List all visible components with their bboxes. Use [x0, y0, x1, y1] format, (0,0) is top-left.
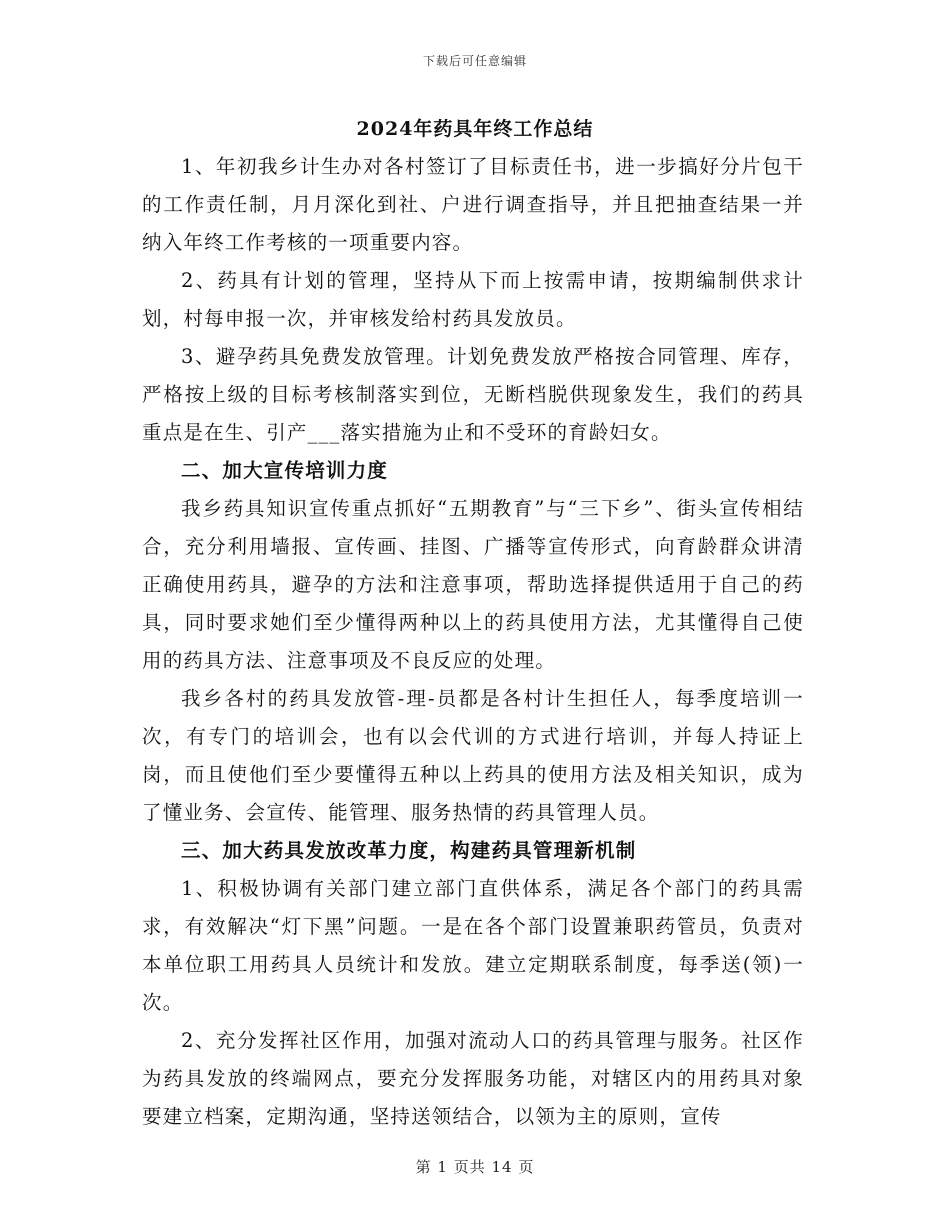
page-number: 第 1 页共 14 页	[415, 1158, 535, 1176]
paragraph-4: 我乡药具知识宣传重点抓好“五期教育”与“三下乡”、街头宣传相结合，充分利用墙报、宣传画、挂图、广播等宣传形式，向育龄群众讲清正确使用药具，避孕的方法和注意事项，帮助选择提供适用于自己的药具，同时要求她们至少懂得两种以上的药具使用方法，尤其懂得自己使用的药具方法、注意事项及不良反应的处理。	[142, 497, 804, 672]
paragraph-2: 2、药具有计划的管理，坚持从下而上按需申请，按期编制供求计划，村每申报一次，并审核发给村药具发放员。	[142, 269, 804, 330]
paragraph-5: 我乡各村的药具发放管-理-员都是各村计生担任人，每季度培训一次，有专门的培训会，也有以会代训的方式进行培训，并每人持证上岗，而且使他们至少要懂得五种以上药具的使用方法及相关知识，成为了懂业务、会宣传、能管理、服务热情的药具管理人员。	[142, 687, 804, 824]
paragraph-6: 1、积极协调有关部门建立部门直供体系，满足各个部门的药具需求，有效解决“灯下黑”问题。一是在各个部门设置兼职药管员，负责对本单位职工用药具人员统计和发放。建立定期联系制度，每季送(领)一次。	[142, 877, 804, 1014]
paragraph-3: 3、避孕药具免费发放管理。计划免费发放严格按合同管理、库存，严格按上级的目标考核制落实到位，无断档脱供现象发生，我们的药具重点是在生、引产___落实措施为止和不受环的育龄妇女。	[142, 345, 804, 444]
paragraph-7: 2、充分发挥社区作用，加强对流动人口的药具管理与服务。社区作为药具发放的终端网点，要充分发挥服务功能，对辖区内的用药具对象要建立档案，定期沟通，坚持送领结合，以领为主的原则，宣传	[142, 1029, 804, 1128]
section-heading-2: 二、加大宣传培训力度	[181, 459, 389, 482]
page-header-note: 下载后可任意编辑	[422, 54, 527, 68]
document-title: 2024年药具年终工作总结	[356, 118, 594, 140]
document-body	[142, 148, 804, 1136]
section-heading-3: 三、加大药具发放改革力度，构建药具管理新机制	[181, 839, 637, 862]
paragraph-1: 1、年初我乡计生办对各村签订了目标责任书，进一步搞好分片包干的工作责任制，月月深化到社、户进行调查指导，并且把抽查结果一并纳入年终工作考核的一项重要内容。	[142, 155, 804, 254]
